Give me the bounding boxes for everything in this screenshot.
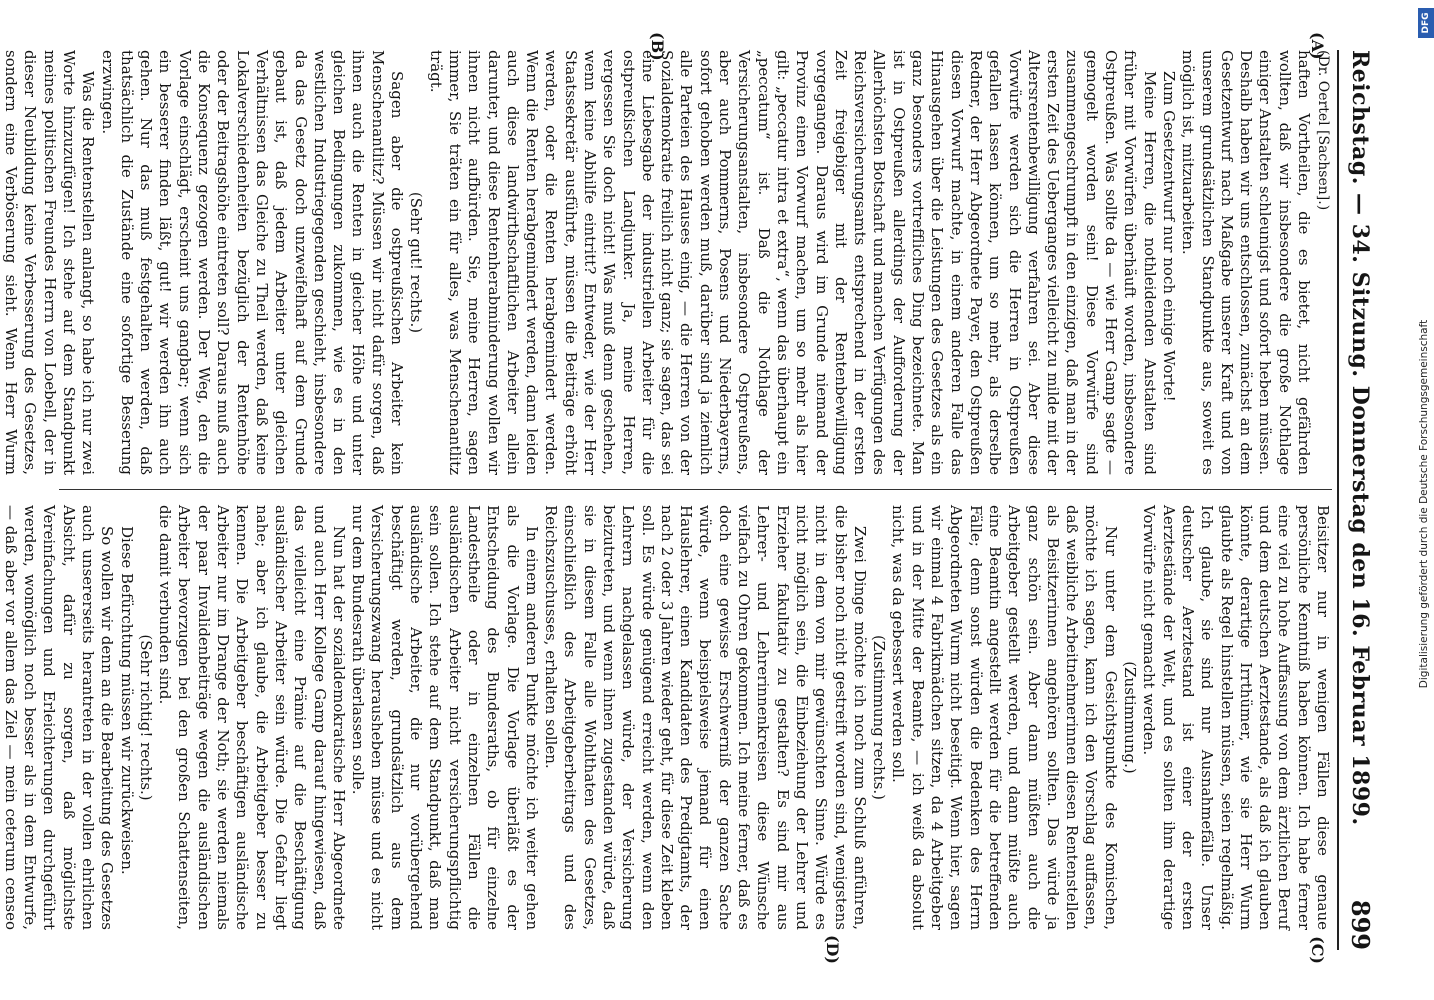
left-column <box>2 50 1332 475</box>
dfg-logo <box>1418 8 1434 38</box>
paragraph: haften Vortheilen, die es bietet, nicht gefährden wollten, daß wir insbesondere die große Nothlage einiger Anstalten schleunigst und sofort heben müssen. Deshalb haben wir uns entschlossen, zunächst an dem Gesetzentwurf nach Maßgabe unserer Kraft und von unserem grundsätzlichen Standpunkte aus, soweit es möglich ist, mitzuarbeiten. <box>1179 50 1313 475</box>
page-header <box>1347 50 1377 950</box>
reaction: (Zustimmung.) <box>1121 661 1140 774</box>
paragraph: Was die Rentenstellen anlangt, so habe ich nur zwei Worte hinzuzufügen! Ich stehe auf dem Standpunkt meines politischen Freundes Herrn von Loebell, der in dieser Neubildung keine Verbesserung des Gesetzes, sondern eine Verböserung sieht. Wenn Herr Wurm <box>2 50 98 475</box>
paragraph: Meine Herren, die nothleidenden Anstalten sind früher mit Vorwürfen überhäuft worden, insbesondere Ostpreußen. Was sollte da — wie Herr Gamp sagte — gemogelt worden sein! Diese Vorwürfe sind zusammengeschrumpft in den einzigen, daß man in der ersten Zeit des Ueberganges vielleicht zu milde mit der Altersrentenbewilligung verfahren sei. Aber diese Vorwürfe werden sich die Herren in Ostpreußen gefallen lassen können, um so mehr, als derselbe Redner, der Herr Abgeordnete Payer, den Ostpreußen diesen Vorwurf machte, in einem anderen Falle das Hinausgehen über die Leistungen des Gesetzes als ein ganz besonders vortreffliches Ding bezeichnete. Man ist in Ostpreußen allerdings der Aufforderung der Allerhöchsten Botschaft und manchen Verfügungen des Reichsversicherungsamts entsprechend in der ersten Zeit freigebiger mit der Rentenbewilligung vorgegangen. Daraus wird im Grunde niemand der Provinz einen Vorwurf machen, um so mehr als hier gilt: „peccatur intra et extra“, wenn das überhaupt ein „peccatum“ ist. Daß die Nothlage der Versicherungsanstalten, insbesondere Ostpreußens, aber auch Pommerns, Posens und Niederbayerns, sofort gehoben werden muß, darüber sind ja ziemlich alle Parteien des Hauses einig, — die Herren von der Sozialdemokratie freilich nicht ganz; sie sagen, das sei eine Liebesgabe der industriellen Arbeiter für die ostpreußischen Landjunker. Ja, meine Herren, vergessen Sie doch nicht! Was muß denn geschehen, wenn keine Abhilfe eintritt? Entweder, wie der Herr Staatssekretär ausführte, müssen die Beiträge erhöht werden, oder die Renten herabgemindert werden. Wenn die Renten herabgemindert werden, dann leiden auch diese landwirthschaftlichen Arbeiter allein darunter, und diese Rentenherabminderung wollen wir ihnen nicht aufbürden. Sie, meine Herren, sagen immer, Sie träten ein für alles, was Menschenantlitz trägt. <box>426 50 1159 475</box>
dfg-logo-text: DFG <box>1421 12 1431 34</box>
paragraph: In einem anderen Punkte möchte ich weiter gehen als die Vorlage. Die Vorlage überläßt es der Entscheidung des Bundesraths, ob für einzelne Landestheile oder in einzelnen Fällen die ausländischen Arbeiter nicht versicherungspflichtig sein sollen. Ich stehe auf dem Standpunkt, daß man ausländische Arbeiter, die nur vorübergehend beschäftigt werden, grundsätzlich aus dem Versicherungszwang herausheben müsse und es nicht nur dem Bundesrath überlassen solle. <box>349 505 541 930</box>
reaction: (Zustimmung rechts.) <box>870 634 889 801</box>
paragraph: Nun hat der sozialdemokratische Herr Abgeordnete und auch Herr Kollege Gamp darauf hingewiesen, daß das vielleicht eine Prämie auf die Beschäftigung ausländischer Arbeiter sein würde. Die Gefahr liegt nahe; aber ich glaube, die Arbeitgeber besser zu kennen. Die Arbeitgeber beschäftigen ausländische Arbeiter nur im Drange der Noth; sie werden niemals der paar Invalidenbeiträge wegen die ausländischen Arbeiter bevorzugen bei den großen Schattenseiten, die damit verbunden sind. <box>156 505 348 930</box>
paragraph: Beisitzer nur in wenigen Fällen diese genaue persönliche Kenntniß haben können. Ich habe ferner eine viel zu hohe Auffassung von dem ärztlichen Beruf und dem deutschen Aerztestande, als daß ich glauben könnte, derartige Irrthümer, wie sie Herr Wurm glaubte als Regel hinstellen müssen, seien regelmäßig. Ich glaube, sie sind nur Ausnahmefälle. Unser deutscher Aerztestand ist einer der ersten Aerztestände der Welt, und es sollten ihm derartige Vorwürfe nicht gemacht werden. <box>1140 505 1332 930</box>
margin-mark-d: (D) <box>823 934 842 964</box>
digitization-note-text: Digitalisierung gefördert durch die Deutsche Forschungsgemeinschaft <box>1418 319 1430 689</box>
right-column <box>1 505 1332 930</box>
speaker-label: (Dr. Oertel [Sachsen].) <box>1315 50 1331 211</box>
margin-mark-c: (C) <box>1308 936 1327 964</box>
paragraph: Nur unter dem Gesichtspunkte des Komischen, möchte ich sagen, kann ich den Vorschlag auffassen, daß weibliche Arbeitnehmerinnen diesen Rentenstellen als Beisitzerinnen angehören sollten. Das würde ja ganz schön sein. Aber dann müßten auch die Arbeitgeber gestellt werden, und dann müßte auch eine Beamtin angestellt werden für die betreffenden Fälle; denn sonst würden die Bedenken des Herrn Abgeordneten Wurm nicht beseitigt. Wenn hier, sagen wir einmal 4 Fabrikmädchen sitzen, da 4 Arbeitgeber und in der Mitte der Beamte, — ich weiß da absolut nicht, was da gebessert werden soll. <box>889 505 1120 930</box>
reaction: (Sehr richtig! rechts.) <box>136 634 155 801</box>
newspaper-page <box>1 30 1387 970</box>
paragraph: Sagen aber die ostpreußischen Arbeiter kein Menschenantlitz? Müssen wir nicht dafür sorgen, daß ihnen auch die Renten in gleicher Höhe und unter gleichen Bedingungen zukommen, wie es in den westlichen Industriegegenden geschieht, insbesondere da das Gesetz doch unzweifelhaft auf dem Grunde gebaut ist, daß jedem Arbeiter unter gleichen Verhältnissen das Gleiche zu Theil werden, daß keine Lokalverschiedenheiten bezüglich der Rentenhöhe oder der Beitragshöhe eintreten soll? Daraus muß auch die Konsequenz gezogen werden. Der Weg, den die Vorlage einschlägt, erscheint uns gangbar; wenn sich ein besserer finden läßt, gut! wir werden ihn auch gehen. Nur das muß festgehalten werden, daß thatsächlich die Zustände eine sofortige Besserung erzwingen. <box>98 50 407 475</box>
page-number: 899 <box>1346 899 1375 950</box>
column-separator <box>59 489 1332 490</box>
margin-mark-b: (B) <box>648 32 667 61</box>
running-title: Reichstag. — 34. Sitzung. Donnerstag den 16. Februar 1899. <box>1347 50 1373 826</box>
paragraph: Zwei Dinge möchte ich noch zum Schluß anführen, die bisher noch nicht gestreift worden sind, wenigstens nicht in dem von mir gewünschten Sinne. Würde es nicht möglich sein, die Einbeziehung der Lehrer und Erzieher fakultativ zu gestalten? Es sind mir aus Lehrer- und Lehrerinnenkreisen diese Wünsche vielfach zu Ohren gekommen. Ich meine ferner, daß es doch eine gewisse Erschwerniß der ganzen Sache würde, wenn beispielsweise jemand für einen Hauslehrer, einen Kandidaten des Predigtamts, der nach 2 oder 3 Jahren wieder geht, für diese Zeit kleben soll. Es würde genügend erreicht werden, wenn den Lehrern nachgelassen würde, der Versicherung beizutreten, und wenn ihnen zugestanden würde, daß sie in diesem Falle alle Wohlthaten des Gesetzes, einschließlich des Arbeitgeberbeitrags und des Reichszuschusses, erhalten sollen. <box>542 505 869 930</box>
header-rule <box>1337 50 1339 950</box>
margin-mark-a: (A) <box>1308 32 1327 60</box>
paragraph: Zum Gesetzentwurf nur noch einige Worte! <box>1159 71 1178 402</box>
reaction: (Sehr gut! rechts.) <box>407 191 426 334</box>
digitization-note <box>1416 8 1432 1000</box>
rotated-page <box>1 30 1387 970</box>
paragraph: So wollen wir denn an die Bearbeitung des Gesetzes auch unsererseits herantreten in der vollen ehrlichen Absicht, dafür zu sorgen, daß möglichste Vereinfachungen und Erleichterungen durchgeführt werden, womöglich noch besser als in dem Entwurfe, — daß aber vor allem das Ziel — mein ceterum censeo <box>1 505 117 930</box>
paragraph: Diese Befürchtung müssen wir zurückweisen. <box>117 526 136 875</box>
